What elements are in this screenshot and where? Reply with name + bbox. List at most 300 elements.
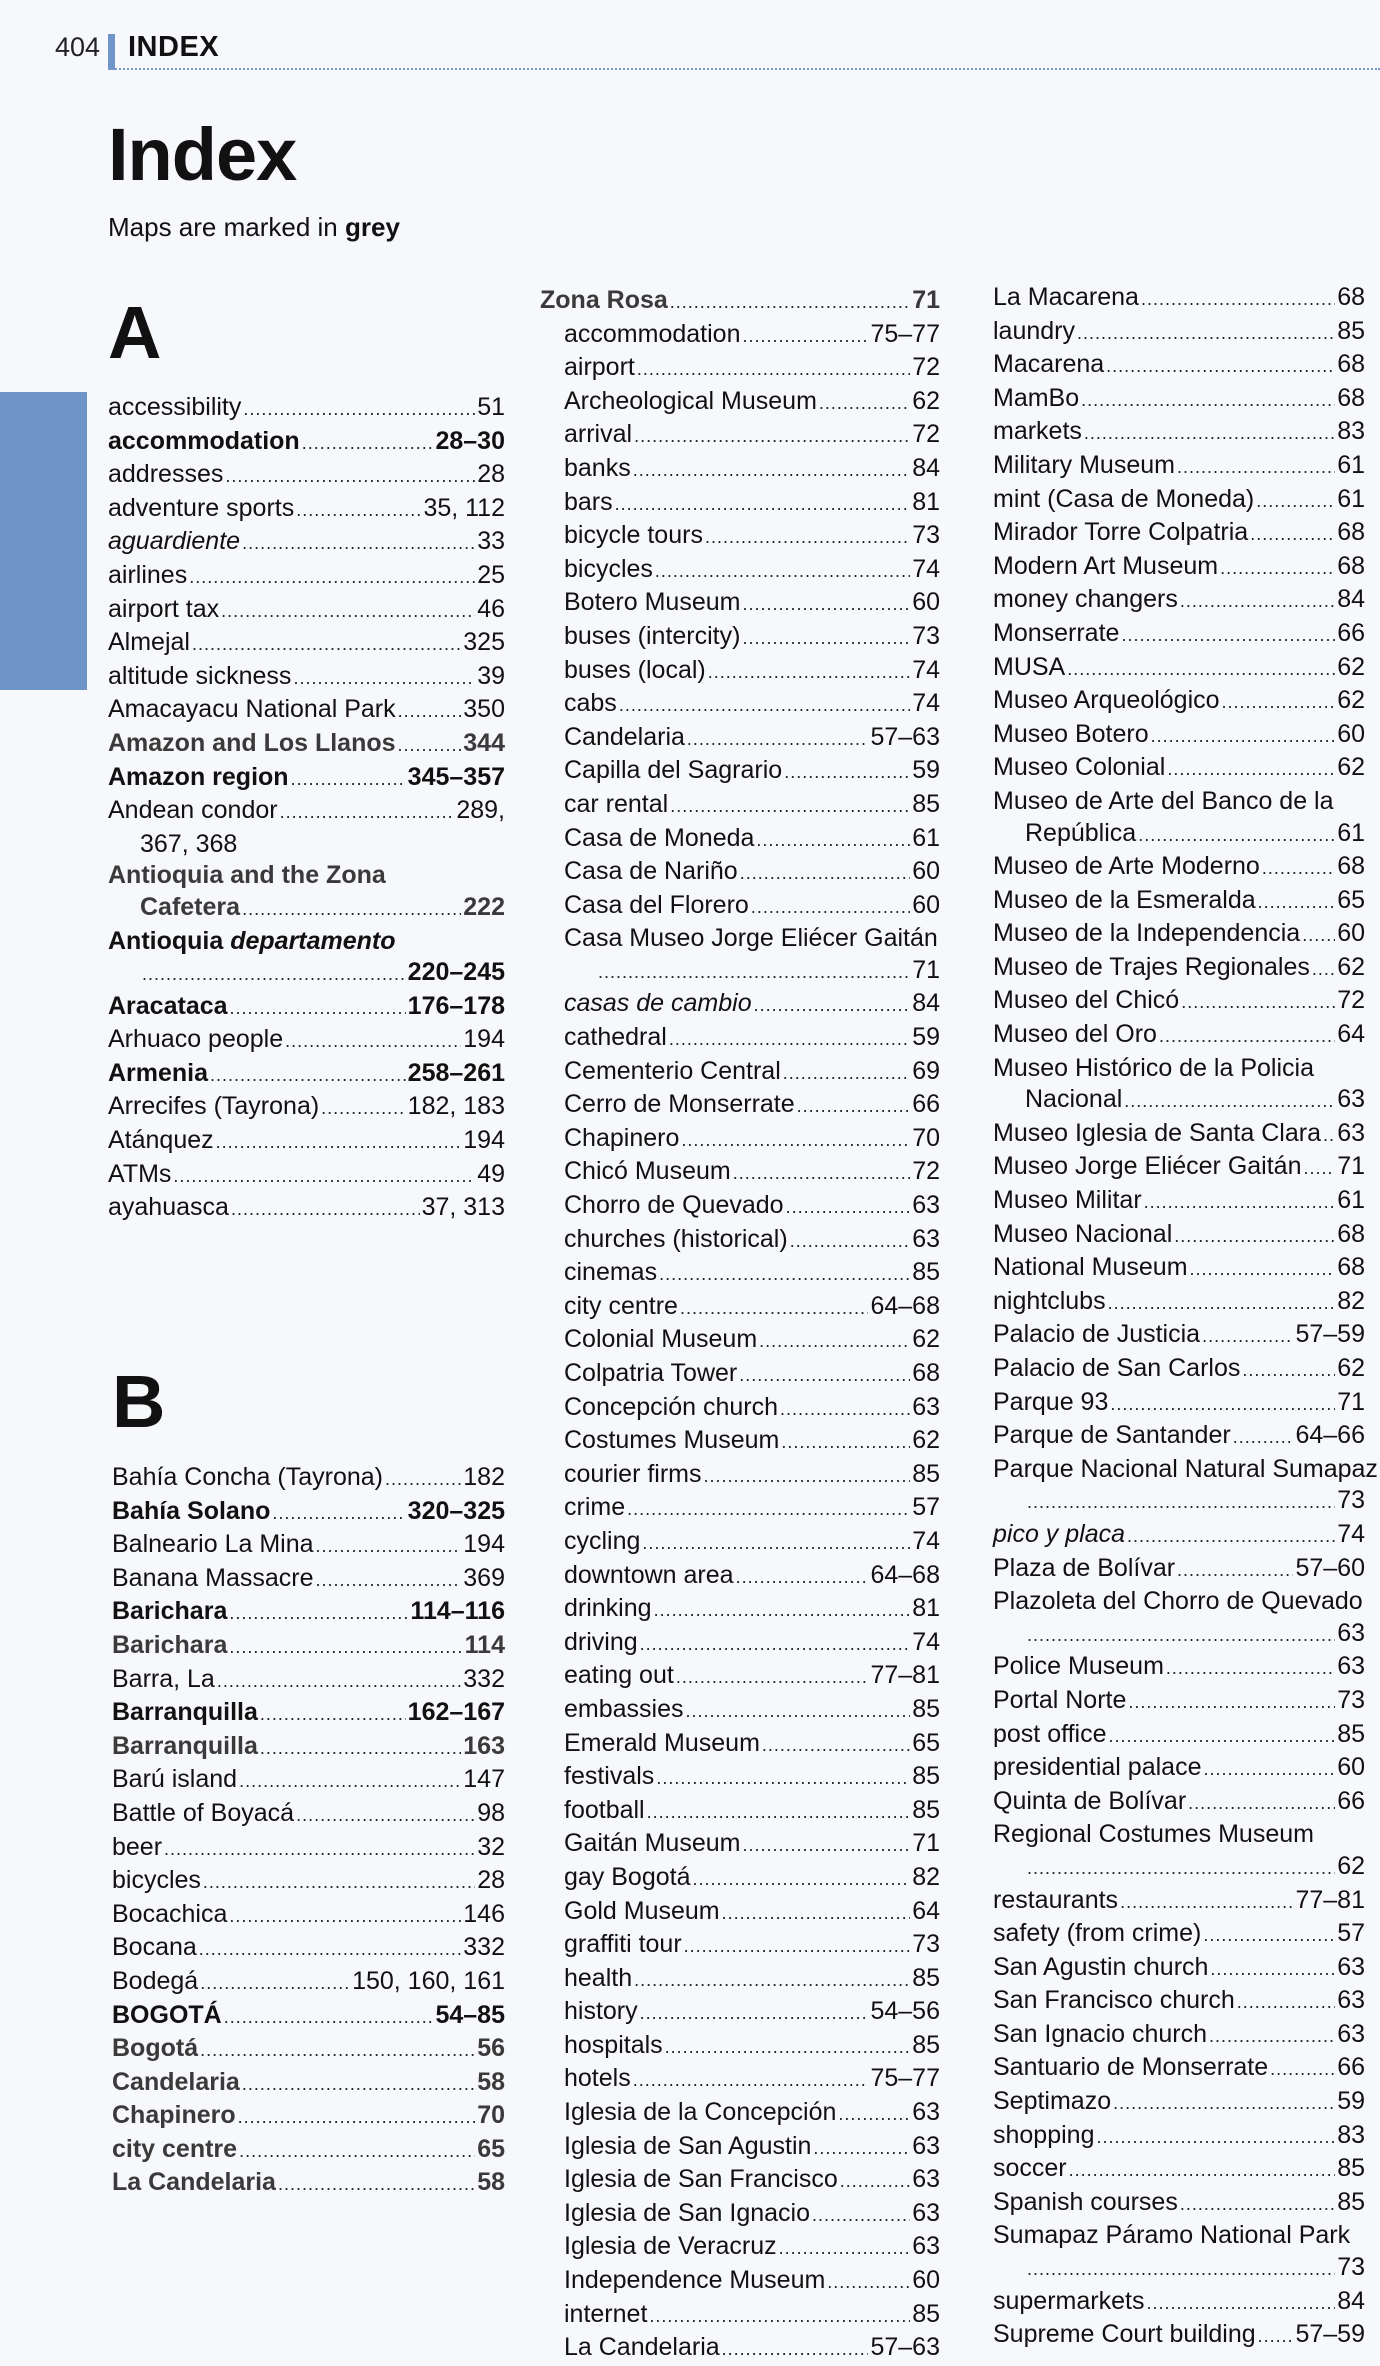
entry-term: Armenia (108, 1058, 209, 1087)
entry-term: cinemas (564, 1258, 658, 1287)
entry-pages: 59 (1337, 2087, 1365, 2116)
entry-pages: 66 (912, 1090, 940, 1119)
dot-leader (231, 1194, 420, 1226)
entry-pages: 332 (463, 1664, 505, 1693)
entry-pages: 98 (477, 1798, 505, 1827)
index-entry (540, 554, 940, 588)
entry-pages: 63 (1337, 2019, 1365, 2048)
dot-leader (1303, 1153, 1335, 1185)
dot-leader (819, 388, 910, 420)
dot-leader (142, 959, 406, 991)
entry-term: ATMs (108, 1159, 172, 1188)
dot-leader (790, 1226, 911, 1258)
entry-pages: 62 (912, 1426, 940, 1455)
dot-leader (239, 1766, 461, 1798)
dot-leader (840, 2166, 910, 2198)
entry-pages: 83 (1337, 417, 1365, 446)
dot-leader (189, 562, 475, 594)
dot-leader (1209, 2021, 1335, 2053)
entry-pages: 85 (912, 1963, 940, 1992)
entry-pages: 73 (1337, 1685, 1365, 1714)
entry-term: Capilla del Sagrario (564, 756, 783, 785)
entry-term: Parque Nacional Natural Sumapaz (993, 1454, 1378, 1483)
index-entry (993, 2220, 1365, 2252)
entry-term: Barranquilla (112, 1698, 258, 1727)
dot-leader (1096, 2122, 1335, 2154)
entry-term: Museo Colonial (993, 753, 1166, 782)
entry-pages: 62 (1337, 686, 1365, 715)
dot-leader (1167, 754, 1335, 786)
entry-term: Bogotá (112, 2034, 199, 2063)
entry-term: drinking (564, 1594, 652, 1623)
index-entry (108, 926, 505, 958)
dot-leader (200, 1968, 350, 2000)
dot-leader (1312, 954, 1335, 986)
index-entry (540, 955, 940, 989)
index-entry (112, 2167, 505, 2201)
index-entry (540, 1593, 940, 1627)
index-entry (540, 1358, 940, 1392)
entry-term: San Agustin church (993, 1952, 1209, 1981)
index-entry (540, 1224, 940, 1258)
index-entry (540, 587, 940, 621)
index-entry (108, 459, 505, 493)
entry-pages: 57 (912, 1493, 940, 1522)
entry-pages: 63 (1337, 1085, 1365, 1114)
index-entry (108, 526, 505, 560)
index-entry (540, 1291, 940, 1325)
dot-leader (742, 589, 910, 621)
index-entry (108, 1024, 505, 1058)
dot-leader (736, 1562, 869, 1594)
entry-pages: 344 (463, 728, 505, 757)
index-entry (993, 1618, 1365, 1652)
entry-pages: 63 (1337, 1618, 1365, 1647)
entry-pages: 63 (912, 2198, 940, 2227)
dot-leader (217, 1666, 461, 1698)
dot-leader (1159, 1021, 1335, 1053)
dot-leader (243, 394, 475, 426)
entry-pages: 60 (912, 890, 940, 919)
index-entry (993, 2252, 1365, 2286)
entry-pages: 222 (463, 892, 505, 921)
entry-term: Costumes Museum (564, 1426, 780, 1455)
dot-leader (1256, 486, 1335, 518)
entry-pages: 114 (464, 1630, 505, 1659)
dot-leader (812, 2200, 910, 2232)
dot-leader (659, 1259, 910, 1291)
entry-pages: 61 (1337, 450, 1365, 479)
entry-term: Museo de la Esmeralda (993, 885, 1256, 914)
index-entry (993, 1719, 1365, 1753)
index-entry (540, 1425, 940, 1459)
entry-term: Casa de Moneda (564, 823, 755, 852)
entry-term: bars (564, 487, 613, 516)
entry-pages: 60 (912, 857, 940, 886)
index-entry (993, 1053, 1365, 1085)
index-entry (540, 487, 940, 521)
entry-pages: 81 (912, 1594, 940, 1623)
entry-term: Balneario La Mina (112, 1530, 314, 1559)
index-entry (112, 1462, 505, 1496)
header-accent-bar (108, 34, 115, 70)
dot-leader (1108, 1288, 1336, 1320)
dot-leader (686, 1696, 911, 1728)
index-entry (540, 1761, 940, 1795)
entry-term: Palacio de San Carlos (993, 1354, 1241, 1382)
index-entry (993, 952, 1365, 986)
dot-leader (656, 1763, 910, 1795)
entry-term: Museo Histórico de la Policia (993, 1053, 1314, 1082)
entry-pages: 58 (477, 2067, 505, 2096)
entry-pages: 68 (1337, 1253, 1365, 1282)
dot-leader (242, 2069, 475, 2101)
index-entry (112, 1563, 505, 1597)
entry-term: bicycles (564, 554, 653, 583)
index-entry (112, 2067, 505, 2101)
entry-pages: 68 (1337, 518, 1365, 547)
index-entry (993, 618, 1365, 652)
entry-term: Candelaria (564, 722, 685, 751)
entry-term: accommodation (564, 319, 741, 348)
entry-term: Iglesia de San Ignacio (564, 2198, 811, 2227)
entry-term: city centre (564, 1291, 678, 1320)
entry-pages: 61 (1337, 1186, 1365, 1215)
entry-pages: 65 (477, 2134, 505, 2163)
dot-leader (216, 1127, 462, 1159)
index-entry (993, 1786, 1365, 1820)
entry-pages: 74 (912, 554, 940, 583)
dot-leader (203, 1867, 475, 1899)
dot-leader (210, 1060, 406, 1092)
entry-term: Antioquia and the Zona (108, 861, 386, 890)
dot-leader (302, 428, 434, 460)
entry-term: Atánquez (108, 1126, 214, 1155)
dot-leader (1084, 418, 1335, 450)
index-entry (993, 1454, 1378, 1486)
dot-leader (649, 2301, 910, 2333)
entry-pages: 63 (912, 2165, 940, 2194)
entry-pages: 74 (912, 689, 940, 718)
entry-term: Bocana (112, 1933, 197, 1962)
index-entry (540, 1526, 940, 1560)
entry-pages: 62 (1337, 753, 1365, 782)
index-entry (993, 1387, 1365, 1421)
entry-pages: 57 (1337, 1919, 1365, 1948)
index-entry (993, 1586, 1365, 1618)
dot-leader (1222, 687, 1336, 719)
index-entry (993, 652, 1365, 686)
dot-leader (680, 1293, 869, 1325)
index-entry (540, 1123, 940, 1157)
entry-pages: 350 (463, 695, 505, 724)
entry-term: Parque de Santander (993, 1421, 1231, 1450)
entry-term: laundry (993, 316, 1075, 345)
dot-leader (1203, 1754, 1335, 1786)
index-entry (993, 1553, 1365, 1587)
dot-leader (229, 1632, 462, 1664)
entry-term: nightclubs (993, 1286, 1106, 1315)
page-title: Index (108, 113, 297, 196)
entry-pages: 73 (912, 621, 940, 650)
index-entry (993, 786, 1365, 818)
entry-pages: 60 (912, 588, 940, 617)
entry-pages: 33 (477, 527, 505, 556)
entry-pages: 64–66 (1295, 1421, 1365, 1450)
dot-leader (398, 730, 462, 762)
entry-term: mint (Casa de Moneda) (993, 484, 1255, 513)
index-entry (108, 694, 505, 728)
dot-leader (742, 623, 910, 655)
index-entry (540, 2299, 940, 2333)
entry-pages: 39 (477, 661, 505, 690)
entry-term: Aracataca (108, 991, 228, 1020)
index-entry (993, 2019, 1365, 2053)
entry-pages: 85 (912, 1795, 940, 1824)
entry-pages: 59 (912, 1023, 940, 1052)
dot-leader (272, 1498, 405, 1530)
entry-term: hospitals (564, 2030, 663, 2059)
entry-term: health (564, 1963, 633, 1992)
entry-pages: 63 (912, 1224, 940, 1253)
entry-pages: 182, 183 (407, 1092, 505, 1121)
index-entry (112, 1932, 505, 1966)
entry-term: República (1025, 818, 1137, 847)
entry-term: Museo Botero (993, 719, 1149, 748)
dot-leader (615, 489, 911, 521)
entry-pages: 68 (1337, 1219, 1365, 1248)
side-thumb-tab (0, 392, 87, 690)
dot-leader (1220, 553, 1335, 585)
entry-pages: 84 (1337, 2286, 1365, 2315)
dot-leader (655, 556, 910, 588)
index-entry (112, 1899, 505, 1933)
entry-pages: 66 (1337, 618, 1365, 647)
entry-pages: 61 (1337, 484, 1365, 513)
entry-pages: 84 (912, 989, 940, 1018)
entry-term: National Museum (993, 1253, 1188, 1282)
index-entry (540, 823, 940, 857)
index-entry (993, 2319, 1365, 2353)
entry-term: Quinta de Bolívar (993, 1786, 1187, 1815)
index-entry (993, 851, 1365, 885)
entry-term: Cafetera (140, 892, 241, 921)
index-entry (540, 890, 940, 924)
index-column-3 (993, 282, 1378, 2353)
entry-pages: 84 (1337, 585, 1365, 614)
entry-term: eating out (564, 1661, 674, 1690)
index-entry (540, 2030, 940, 2064)
entry-term: Sumapaz Páramo National Park (993, 2221, 1351, 2250)
dot-leader (1166, 1653, 1335, 1685)
dot-leader (670, 791, 910, 823)
index-entry (993, 1151, 1365, 1185)
entry-pages: 51 (477, 393, 505, 421)
index-entry (112, 1966, 505, 2000)
index-entry (108, 991, 505, 1025)
index-entry (993, 818, 1365, 852)
entry-pages: 82 (1337, 1286, 1365, 1315)
entry-pages: 69 (912, 1056, 940, 1085)
entry-term: BOGOTÁ (112, 2000, 222, 2029)
entry-term: Bocachica (112, 1899, 228, 1928)
entry-pages: 63 (912, 1392, 940, 1421)
entry-pages: 182 (463, 1463, 505, 1491)
entry-term: supermarkets (993, 2286, 1145, 2315)
dot-leader (827, 2267, 910, 2299)
dot-leader (1323, 1120, 1335, 1152)
index-entry (540, 386, 940, 420)
entry-term: Banana Massacre (112, 1563, 314, 1592)
entry-term: Almejal (108, 628, 190, 657)
dot-leader (238, 2102, 476, 2134)
entry-term: Palacio de Justicia (993, 1320, 1201, 1349)
entry-term: Cementerio Central (564, 1056, 781, 1085)
dot-leader (1128, 1687, 1335, 1719)
dot-leader (642, 1528, 910, 1560)
index-entry (540, 923, 940, 955)
entry-pages: 63 (912, 2098, 940, 2127)
entry-pages: 65 (1337, 885, 1365, 914)
dot-leader (756, 825, 910, 857)
entry-term: courier firms (564, 1459, 702, 1488)
index-column-1a (108, 392, 505, 1226)
dot-leader (1146, 2288, 1335, 2320)
index-entry (108, 627, 505, 661)
entry-pages: 73 (1337, 1486, 1365, 1515)
dot-leader (783, 1058, 910, 1090)
entry-term: money changers (993, 585, 1178, 614)
entry-pages: 49 (477, 1159, 505, 1188)
index-entry (993, 1252, 1365, 1286)
dot-leader (813, 2133, 910, 2165)
dot-leader (1027, 1620, 1335, 1652)
header-rule (108, 68, 1380, 70)
dot-leader (784, 757, 910, 789)
entry-pages: 32 (477, 1832, 505, 1861)
entry-term: churches (historical) (564, 1224, 788, 1253)
index-column-1b (112, 1462, 505, 2201)
dot-leader (1180, 2189, 1335, 2221)
entry-term: Concepción church (564, 1392, 779, 1421)
index-entry (540, 1694, 940, 1728)
entry-term: Archeological Museum (564, 386, 817, 415)
entry-term: accessibility (108, 393, 242, 421)
entry-pages: 63 (1337, 1952, 1365, 1981)
dot-leader (705, 522, 910, 554)
entry-term-part: Antioquia (108, 926, 231, 955)
dot-leader (1237, 1987, 1335, 2019)
entry-term: Iglesia de Veracruz (564, 2232, 777, 2261)
entry-pages: 63 (1337, 1652, 1365, 1681)
entry-pages: 85 (912, 1459, 940, 1488)
dot-leader (781, 1427, 910, 1459)
dot-leader (640, 1998, 869, 2030)
index-entry (540, 2332, 940, 2366)
index-entry (112, 1630, 505, 1664)
entry-term: driving (564, 1627, 638, 1656)
index-entry (108, 1192, 505, 1226)
dot-leader (1138, 820, 1335, 852)
index-entry (993, 551, 1365, 585)
dot-leader (733, 1158, 910, 1190)
index-entry (540, 2131, 940, 2165)
index-entry (993, 1019, 1365, 1053)
entry-term: Iglesia de la Concepción (564, 2098, 837, 2127)
entry-pages: 72 (912, 420, 940, 449)
entry-term: Military Museum (993, 450, 1175, 479)
dot-leader (316, 1565, 462, 1597)
dot-leader (634, 1965, 910, 1997)
dot-leader (1121, 620, 1335, 652)
dot-leader (278, 2169, 475, 2201)
index-entry (993, 2153, 1365, 2187)
dot-leader (1110, 1389, 1335, 1421)
entry-term: restaurants (993, 1885, 1119, 1914)
entry-term: Museo del Chicó (993, 986, 1180, 1015)
entry-term: Spanish courses (993, 2187, 1178, 2216)
dot-leader (1109, 1721, 1336, 1753)
index-entry (993, 1286, 1365, 1320)
index-entry (993, 2187, 1365, 2221)
entry-term: Chapinero (564, 1123, 680, 1152)
entry-term: Museo Militar (993, 1186, 1142, 1215)
entry-pages: 63 (912, 1191, 940, 1220)
entry-term: presidential palace (993, 1753, 1202, 1782)
dot-leader (633, 455, 910, 487)
entry-pages: 62 (1337, 1354, 1365, 1382)
index-entry (112, 1832, 505, 1866)
index-entry (993, 1219, 1365, 1253)
dot-leader (742, 321, 868, 353)
index-entry (108, 1159, 505, 1193)
dot-leader (164, 1834, 475, 1866)
entry-pages: 56 (477, 2034, 505, 2063)
entry-pages: 85 (912, 789, 940, 818)
entry-term: Chorro de Quevado (564, 1191, 784, 1220)
entry-term: Zona Rosa (540, 286, 668, 314)
entry-term: bicycle tours (564, 521, 703, 550)
index-entry (993, 1885, 1365, 1919)
dot-leader (293, 663, 475, 695)
entry-term: Portal Norte (993, 1685, 1127, 1714)
index-entry (540, 2231, 940, 2265)
index-entry (112, 1731, 505, 1765)
index-entry (108, 829, 505, 861)
dot-leader (708, 657, 910, 689)
entry-pages: 62 (912, 386, 940, 415)
entry-pages: 72 (912, 1157, 940, 1186)
dot-leader (1262, 853, 1335, 885)
dot-leader (1202, 1321, 1293, 1353)
entry-term: embassies (564, 1694, 684, 1723)
index-entry (540, 755, 940, 789)
entry-term: Bahía Solano (112, 1496, 271, 1525)
dot-leader (224, 2002, 434, 2034)
index-column-2 (540, 285, 940, 2366)
index-entry (540, 1929, 940, 1963)
entry-pages: 75–77 (870, 319, 940, 348)
index-entry (540, 2265, 940, 2299)
dot-leader (225, 461, 475, 493)
index-entry (540, 1089, 940, 1123)
section-header: INDEX (128, 31, 220, 63)
entry-term: Barra, La (112, 1664, 215, 1693)
entry-pages: 62 (1337, 1851, 1365, 1880)
index-entry (993, 752, 1365, 786)
index-entry (540, 1257, 940, 1291)
entry-term: Casa del Florero (564, 890, 749, 919)
